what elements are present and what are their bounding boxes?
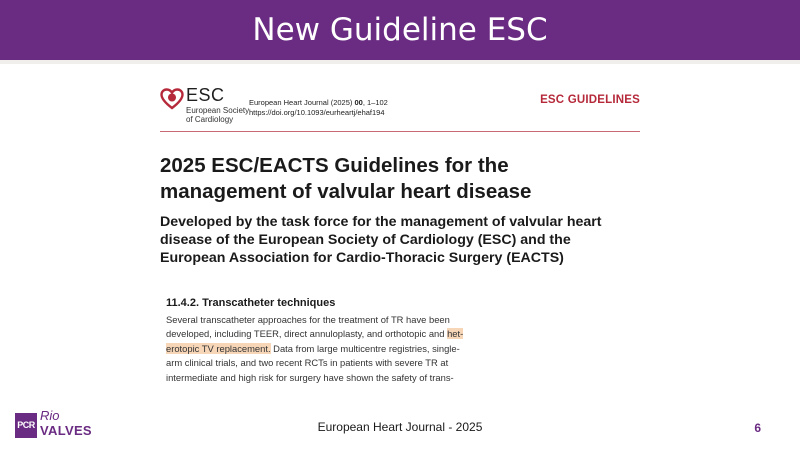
guideline-subtitle (160, 213, 660, 267)
esc-org-subtitle-line: of Cardiology (186, 115, 234, 124)
excerpt-text: Data from large multicentre registries, single- (270, 342, 460, 354)
doi-link[interactable]: https://doi.org/10.1093/eurheartj/ehaf194 (249, 108, 385, 117)
journal-volume: 00 (354, 98, 363, 107)
excerpt-body (166, 313, 476, 385)
excerpt-line (166, 327, 476, 341)
guideline-subtitle-line: Developed by the task force for the management of valvular heart (160, 214, 602, 230)
journal-pages: , 1–102 (362, 98, 388, 107)
guideline-title-line: management of valvular heart disease (160, 180, 532, 203)
esc-org-name: ESC (186, 85, 225, 105)
slide-title: New Guideline ESC (252, 12, 548, 48)
guideline-title (160, 153, 640, 205)
guideline-title-line: 2025 ESC/EACTS Guidelines for the (160, 154, 509, 177)
excerpt-line: Several transcatheter approaches for the treatment of TR have been (166, 314, 450, 325)
guideline-subtitle-line: disease of the European Society of Cardiology (ESC) and the (160, 232, 571, 248)
page-number: 6 (754, 421, 761, 435)
journal-name: European Heart Journal (2025) (249, 98, 355, 107)
footer-source: European Heart Journal - 2025 (317, 420, 483, 434)
excerpt-heading: 11.4.2. Transcatheter techniques (166, 297, 336, 309)
journal-citation (249, 98, 388, 118)
valves-logo-text: VALVES (40, 423, 92, 438)
esc-org-subtitle (186, 106, 256, 124)
esc-heart-logo-icon (160, 87, 184, 111)
title-divider (0, 60, 800, 64)
journal-reference (249, 98, 388, 108)
document-header-rule (160, 131, 640, 132)
guideline-subtitle-line: European Association for Cardio-Thoracic Surgery (EACTS) (160, 250, 564, 266)
excerpt-text: developed, including TEER, direct annuloplasty, and orthotopic and (166, 328, 448, 340)
guideline-excerpt (166, 296, 476, 385)
pcr-logo: PCR (15, 413, 37, 438)
esc-org-subtitle-line: European Society (186, 106, 250, 115)
esc-guidelines-label: ESC GUIDELINES (540, 94, 640, 106)
highlighted-text: het- (447, 328, 464, 340)
excerpt-line: intermediate and high risk for surgery have shown the safety of trans- (166, 371, 454, 383)
rio-logo-text: Rio (40, 408, 60, 423)
excerpt-line (166, 342, 476, 356)
highlighted-text: erotopic TV replacement. (166, 342, 271, 354)
excerpt-line: arm clinical trials, and two recent RCTs in patients with severe TR at (166, 357, 449, 369)
